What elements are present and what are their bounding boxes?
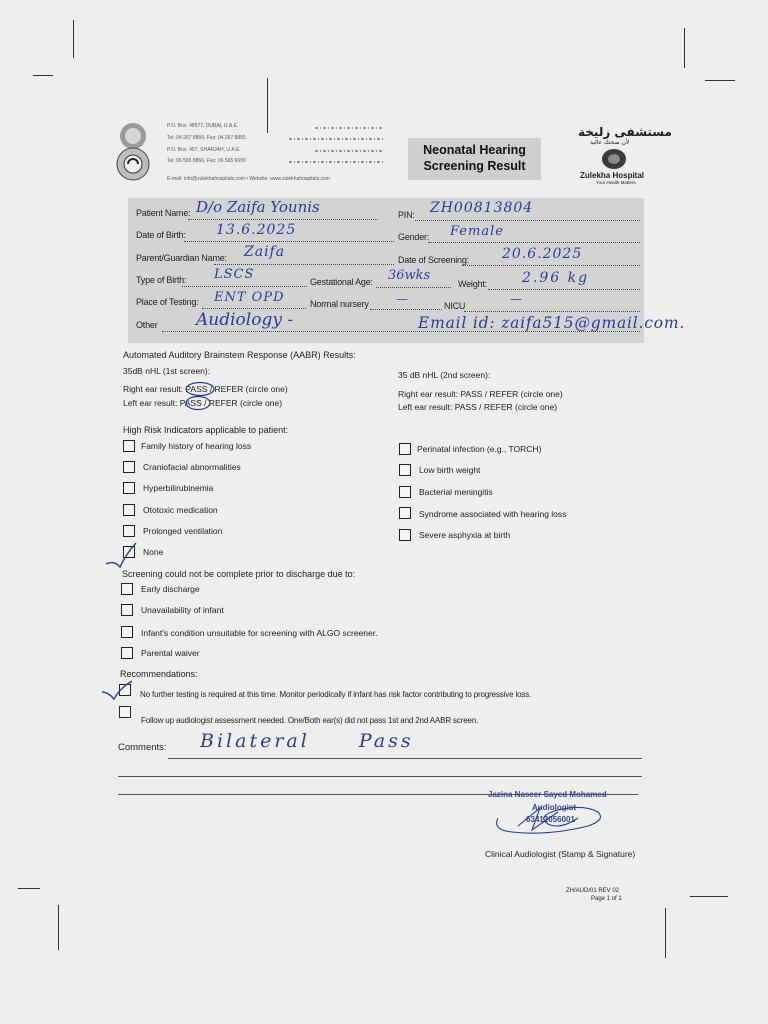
crop-mark: [665, 908, 666, 958]
risk-item: Family history of hearing loss: [141, 441, 252, 451]
risk-item: Perinatal infection (e.g., TORCH): [417, 444, 542, 454]
dob-value: 13.6.2025: [216, 222, 297, 238]
incomplete-checkbox[interactable]: [121, 583, 133, 595]
birth-type-label: Type of Birth:: [136, 275, 187, 285]
other-value: Audiology -: [196, 310, 294, 330]
parent-label: Parent/Guardian Name:: [136, 253, 227, 263]
recommendations-heading: Recommendations:: [120, 669, 198, 679]
incomplete-checkbox[interactable]: [121, 604, 133, 616]
nicu-line: [464, 311, 640, 312]
gender-line: [428, 242, 640, 243]
crop-mark: [58, 905, 59, 950]
risk-checkbox[interactable]: [399, 486, 411, 498]
gestational-age-value: 36wks: [388, 268, 431, 283]
risk-item: Low birth weight: [419, 465, 481, 475]
recommendation-item: No further testing is required at this time. Monitor periodically if infant has risk factor contributing to progressive loss.: [140, 690, 532, 699]
check-mark-icon: [104, 540, 138, 570]
stamp-name: Jazina Naseer Sayed Mohamed: [488, 790, 607, 799]
pass-circle-mark: [184, 381, 216, 411]
incomplete-item: Unavailability of infant: [141, 605, 224, 615]
weight-label: Weight:: [458, 279, 487, 289]
risk-heading: High Risk Indicators applicable to patient:: [123, 425, 289, 435]
comments-label: Comments:: [118, 742, 167, 753]
risk-checkbox[interactable]: [399, 529, 411, 541]
nicu-label: NICU: [444, 301, 466, 311]
aabr-second-label: 35 dB nHL (2nd screen):: [398, 370, 491, 380]
patient-name-line: [188, 219, 378, 220]
crop-mark: [705, 80, 735, 81]
normal-nursery-label: Normal nursery: [310, 299, 369, 309]
risk-item: Craniofacial abnormalities: [143, 462, 241, 472]
patient-name-label: Patient Name:: [136, 208, 191, 218]
risk-checkbox[interactable]: [123, 525, 135, 537]
stamp-id: 63412056001: [526, 815, 575, 824]
risk-item: Severe asphyxia at birth: [419, 530, 511, 540]
place-value: ENT OPD: [214, 290, 285, 305]
crop-mark: [684, 28, 685, 68]
gender-label: Gender:: [398, 232, 430, 242]
birth-type-value: LSCS: [214, 267, 255, 282]
email-value: Email id: zaifa515@gmail.com.: [418, 314, 686, 332]
patient-name-value: D/o Zaifa Younis: [196, 198, 320, 216]
place-label: Place of Testing:: [136, 297, 199, 307]
aabr-first-right: Right ear result: PASS / REFER (circle one): [123, 384, 288, 394]
signature-caption: Clinical Audiologist (Stamp & Signature): [485, 849, 636, 859]
crop-mark: [267, 78, 268, 133]
recommendation-checkbox[interactable]: [119, 706, 131, 718]
risk-item: Bacterial meningitis: [419, 487, 493, 497]
hospital-logo-icon: [600, 148, 628, 170]
crop-mark: [33, 75, 53, 76]
crop-mark: [73, 20, 74, 58]
hospital-name-arabic: مستشفى زليخة: [578, 125, 672, 139]
hospital-name: Zulekha Hospital: [580, 171, 645, 180]
incomplete-heading: Screening could not be complete prior to discharge due to:: [122, 569, 356, 579]
weight-line: [488, 289, 640, 290]
risk-checkbox[interactable]: [123, 440, 135, 452]
risk-item: None: [143, 547, 164, 557]
incomplete-item: Infant's condition unsuitable for screening with ALGO screener.: [141, 628, 378, 638]
risk-checkbox[interactable]: [399, 507, 411, 519]
parent-value: Zaifa: [244, 244, 286, 260]
contact-tel1: Tel: 04 267 8866, Fax: 04 267 8855: [167, 135, 246, 141]
risk-checkbox[interactable]: [123, 482, 135, 494]
recommendation-item: Follow up audiologist assessment needed. One/Both ear(s) did not pass 1st and 2nd AABR screen.: [141, 716, 479, 725]
risk-checkbox[interactable]: [123, 504, 135, 516]
aabr-first-label: 35dB nHL (1st screen):: [123, 366, 211, 376]
hospital-tagline-arabic: لأن صحتك غالية: [590, 139, 630, 146]
contact-email: E-mail: info@zulekhahospitals.com • Website: www.zulekhahospitals.com: [167, 176, 330, 182]
aabr-heading: Automated Auditory Brainstem Response (AABR) Results:: [123, 350, 356, 360]
dob-label: Date of Birth:: [136, 230, 186, 240]
page-number: Page 1 of 1: [591, 896, 622, 902]
check-mark-icon: [100, 678, 134, 704]
aabr-second-left: Left ear result: PASS / REFER (circle one): [398, 402, 558, 412]
parent-line: [214, 264, 394, 265]
stamp-role: Audiologist: [532, 803, 576, 812]
signature-icon: [488, 800, 614, 840]
crop-mark: [690, 896, 728, 897]
weight-value: 2.96 kg: [522, 270, 590, 286]
hospital-tagline: Your Health Matters: [596, 180, 636, 185]
aabr-second-right: Right ear result: PASS / REFER (circle one): [398, 389, 563, 399]
dob-line: [184, 241, 394, 242]
contact-tel2: Tel: 06 565 8866, Fax: 06 565 6699: [167, 158, 246, 164]
risk-item: Hyperbilirubinemia: [143, 483, 214, 493]
gestational-age-line: [376, 287, 451, 288]
screening-date-line: [462, 265, 640, 266]
contact-dubai: P.O. Box: 48577, DUBAI, U.A.E.: [167, 123, 239, 129]
normal-nursery-value: —: [396, 292, 408, 306]
form-title-box: [408, 138, 541, 180]
risk-item: Syndrome associated with hearing loss: [419, 509, 567, 519]
hospital-emblem-icon: [112, 122, 154, 186]
incomplete-checkbox[interactable]: [121, 626, 133, 638]
gender-value: Female: [450, 224, 504, 239]
risk-item: Prolonged ventilation: [143, 526, 223, 536]
crop-mark: [18, 888, 40, 889]
birth-type-line: [182, 286, 307, 287]
incomplete-item: Parental waiver: [141, 648, 200, 658]
risk-checkbox[interactable]: [399, 464, 411, 476]
comments-line: [168, 758, 642, 759]
pin-line: [415, 220, 640, 221]
contact-sharjah: P.O. Box: 457, SHARJAH, U.A.E.: [167, 147, 241, 153]
screening-date-label: Date of Screening:: [398, 255, 469, 265]
arabic-contact-block: [285, 124, 387, 168]
risk-item: Ototoxic medication: [143, 505, 218, 515]
incomplete-checkbox[interactable]: [121, 647, 133, 659]
risk-checkbox[interactable]: [123, 461, 135, 473]
pin-value: ZH00813804: [430, 200, 534, 216]
form-code: ZH/AUD/01 REV 02: [566, 888, 620, 894]
pin-label: PIN:: [398, 210, 415, 220]
comments-line: [118, 776, 642, 777]
gestational-age-label: Gestational Age:: [310, 277, 373, 287]
comments-value: Bilateral Pass: [200, 730, 414, 752]
aabr-first-left: Left ear result: PASS / REFER (circle one): [123, 398, 283, 408]
screening-date-value: 20.6.2025: [502, 246, 583, 262]
place-line: [202, 308, 306, 309]
incomplete-item: Early discharge: [141, 584, 200, 594]
form-title-line1: Neonatal Hearing: [423, 143, 526, 157]
other-label: Other: [136, 320, 158, 330]
form-title-line2: Screening Result: [423, 159, 526, 173]
normal-nursery-line: [370, 309, 442, 310]
risk-checkbox[interactable]: [399, 443, 411, 455]
nicu-value: —: [510, 292, 522, 306]
